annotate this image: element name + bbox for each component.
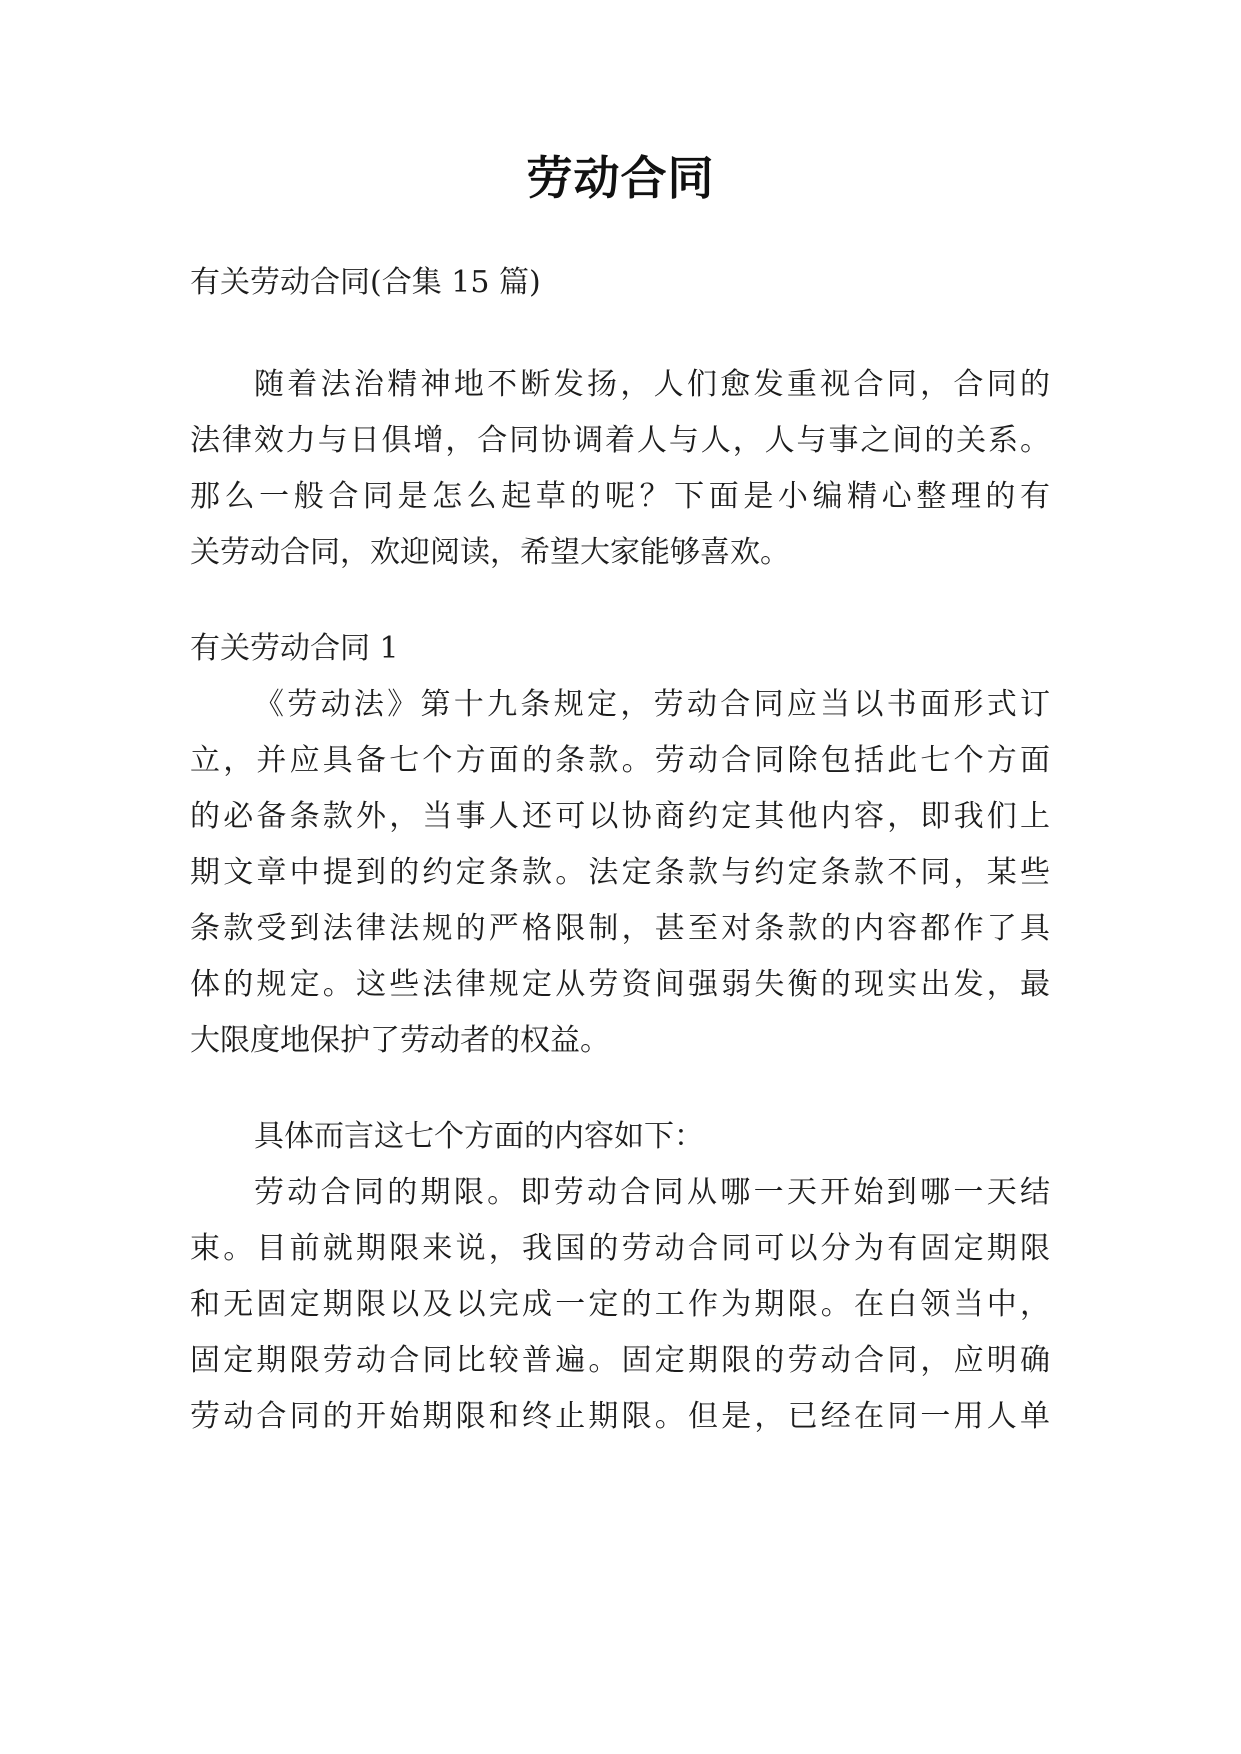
- section-line: 条款受到法律法规的严格限制，甚至对条款的内容都作了具: [190, 911, 1050, 946]
- document-title: 劳动合同: [526, 151, 715, 205]
- aspects-intro: 具体而言这七个方面的内容如下：: [254, 1119, 704, 1154]
- section-line: 《劳动法》第十九条规定，劳动合同应当以书面形式订: [254, 687, 1050, 722]
- aspects-line: 劳动合同的期限。即劳动合同从哪一天开始到哪一天结: [254, 1175, 1050, 1210]
- intro-line: 关劳动合同，欢迎阅读，希望大家能够喜欢。: [190, 535, 790, 570]
- section-line: 立，并应具备七个方面的条款。劳动合同除包括此七个方面: [190, 743, 1050, 778]
- intro-line: 随着法治精神地不断发扬，人们愈发重视合同，合同的: [254, 367, 1050, 402]
- aspects-line: 和无固定期限以及以完成一定的工作为期限。在白领当中，: [190, 1287, 1050, 1322]
- intro-line: 法律效力与日俱增，合同协调着人与人，人与事之间的关系。: [190, 423, 1050, 458]
- section-heading: 有关劳动合同 1: [190, 631, 399, 666]
- section-line: 大限度地保护了劳动者的权益。: [190, 1023, 610, 1058]
- section-line: 体的规定。这些法律规定从劳资间强弱失衡的现实出发，最: [190, 967, 1050, 1002]
- aspects-line: 固定期限劳动合同比较普遍。固定期限的劳动合同，应明确: [190, 1343, 1050, 1378]
- section-line: 的必备条款外，当事人还可以协商约定其他内容，即我们上: [190, 799, 1050, 834]
- intro-line: 那么一般合同是怎么起草的呢？下面是小编精心整理的有: [190, 479, 1050, 514]
- document-subtitle: 有关劳动合同(合集 15 篇): [190, 265, 541, 300]
- aspects-line: 束。目前就期限来说，我国的劳动合同可以分为有固定期限: [190, 1231, 1050, 1266]
- aspects-line: 劳动合同的开始期限和终止期限。但是，已经在同一用人单: [190, 1399, 1050, 1434]
- section-line: 期文章中提到的约定条款。法定条款与约定条款不同，某些: [190, 855, 1050, 890]
